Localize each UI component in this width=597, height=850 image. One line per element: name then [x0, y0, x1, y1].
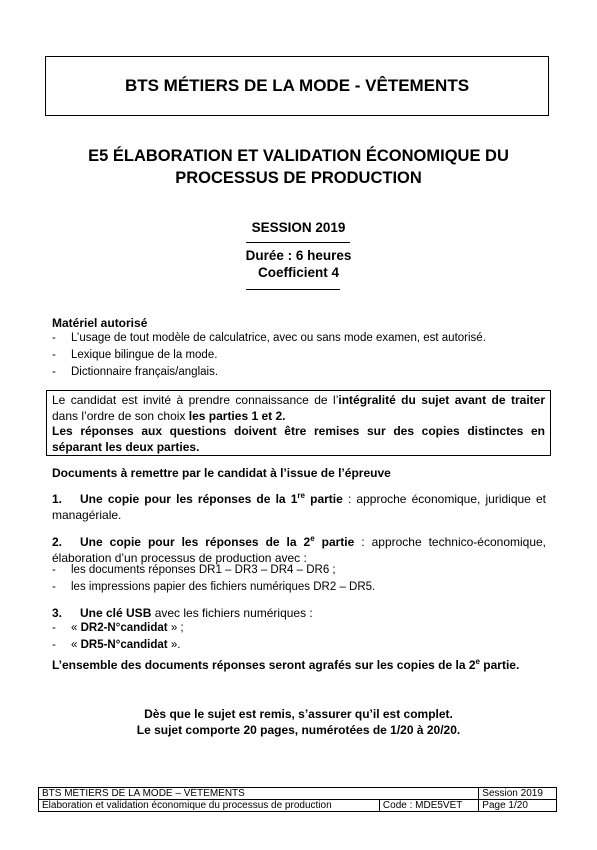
list-item: - les documents réponses DR1 – DR3 – DR4 – DR6 ; — [52, 564, 336, 576]
final-note-line2: Le sujet comporte 20 pages, numérotées de 1/20 à 20/20. — [136, 722, 461, 737]
candidate-notice-box — [46, 390, 551, 456]
footer-page: Page 1/20 — [479, 800, 557, 812]
list-item: - Dictionnaire français/anglais. — [52, 366, 219, 378]
session-label: SESSION 2019 — [251, 220, 346, 235]
notice-paragraph-2: Les réponses aux questions doivent être remises sur des copies distinctes en séparant les deux parties. — [52, 424, 545, 454]
coefficient-divider — [246, 289, 340, 290]
final-note-line1: Dès que le sujet est remis, s’assurer qu’il est complet. — [144, 707, 453, 721]
list-item: - « DR5-N°candidat ». — [52, 639, 181, 651]
subject-title-line2: PROCESSUS DE PRODUCTION — [175, 169, 422, 187]
session-divider — [246, 242, 350, 243]
duration: Durée : 6 heures — [245, 248, 352, 263]
coefficient: Coefficient 4 — [257, 265, 339, 280]
list-item: - Lexique bilingue de la mode. — [52, 349, 218, 361]
document-item-3: 3. Une clé USB avec les fichiers numériques : — [52, 606, 313, 620]
notice-paragraph-1: Le candidat est invité à prendre connaissance de l’intégralité du sujet avant de traiter dans l’ordre de son choix les parties 1 et 2. — [52, 393, 545, 423]
list-item: - « DR2-N°candidat » ; — [52, 622, 184, 634]
subject-title-line1: E5 ÉLABORATION ET VALIDATION ÉCONOMIQUE DU — [88, 147, 509, 165]
documents-title: Documents à remettre par le candidat à l’issue de l’épreuve — [52, 466, 391, 480]
ensemble-note: L’ensemble des documents réponses seront agrafés sur les copies de la 2e partie. — [52, 657, 520, 672]
exam-title-box — [45, 56, 549, 116]
table-row — [39, 800, 557, 812]
subject-title — [40, 145, 557, 189]
materiel-title: Matériel autorisé — [52, 316, 148, 330]
list-item: - les impressions papier des fichiers numériques DR2 – DR5. — [52, 581, 376, 593]
page-footer-table — [38, 787, 557, 812]
duration-block — [0, 247, 597, 281]
footer-code: Code : MDE5VET — [379, 800, 478, 812]
table-row — [39, 788, 557, 800]
footer-exam-name: BTS MÉTIERS DE LA MODE – VÊTEMENTS — [39, 788, 479, 800]
document-item-2: 2. Une copie pour les réponses de la 2e partie : approche technico-économique, élaboration d’un processus de production avec : — [52, 534, 547, 565]
footer-session: Session 2019 — [479, 788, 557, 800]
list-item: - L’usage de tout modèle de calculatrice, avec ou sans mode examen, est autorisé. — [52, 332, 486, 344]
document-item-2-list — [52, 562, 552, 596]
exam-title: BTS MÉTIERS DE LA MODE - VÊTEMENTS — [124, 76, 470, 95]
document-item-1: 1. Une copie pour les réponses de la 1re partie : approche économique, juridique et managériale. — [52, 491, 546, 522]
footer-subject: Élaboration et validation économique du processus de production — [39, 800, 380, 812]
materiel-list — [52, 330, 552, 381]
document-item-3-list — [52, 620, 552, 654]
final-note — [0, 707, 597, 738]
